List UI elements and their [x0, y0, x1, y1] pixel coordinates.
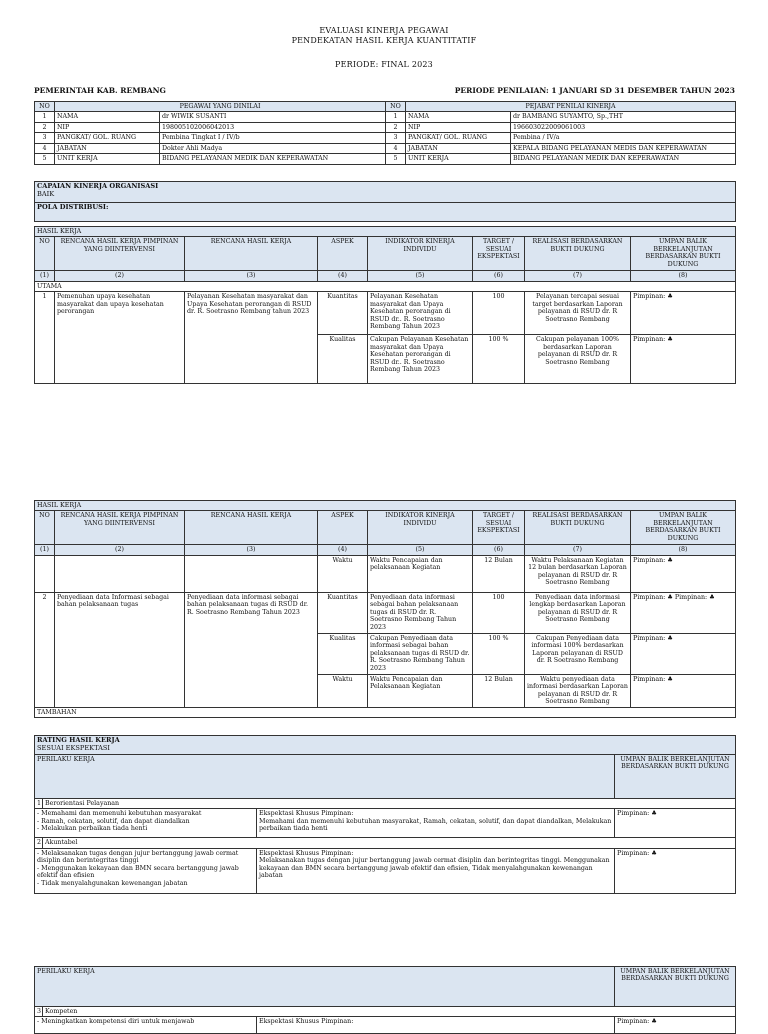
pola-distribusi: POLA DISTRIBUSI:	[35, 203, 736, 222]
rating-title: RATING HASIL KERJA	[37, 736, 120, 744]
col-number: (7)	[525, 271, 631, 281]
col-header: UMPAN BALIK BERKELANJUTAN BERDASARKAN BUKTI DUKUNG	[631, 237, 736, 271]
row-no: 5	[35, 154, 55, 164]
identity-row	[35, 143, 736, 153]
rating-cell	[35, 736, 736, 755]
col-header: RENCANA HASIL KERJA PIMPINAN YANG DIINTERVENSI	[55, 511, 185, 545]
identity-row	[35, 112, 736, 122]
row-no: 2	[35, 122, 55, 132]
col-header: RENCANA HASIL KERJA PIMPINAN YANG DIINTERVENSI	[55, 237, 185, 271]
capaian-title: CAPAIAN KINERJA ORGANISASI	[37, 182, 159, 190]
rating-value: SESUAI EKSPEKTASI	[37, 743, 111, 752]
periode-penilaian-label: PERIODE PENILAIAN: 1 JANUARI SD 31 DESEMBER TAHUN 2023	[454, 86, 735, 95]
capaian-cell	[35, 182, 736, 203]
col-header: NO	[35, 237, 55, 271]
perilaku-no: 3	[35, 1007, 43, 1017]
umpan-balik: Pimpinan: ♣	[631, 674, 736, 707]
col-number: (6)	[473, 545, 525, 555]
ekspektasi-cell	[257, 809, 615, 838]
table-row	[35, 292, 736, 335]
indikator: Cakupan Pelayanan Kesehatan masyarakat dan Upaya Kesehatan perorangan di RSUD dr.. R. Soetrasno Rembang Tahun 2023	[368, 335, 473, 384]
perilaku-name: Akuntabel	[43, 838, 736, 848]
target: 100	[473, 292, 525, 335]
umpan-balik: Pimpinan: ♣	[615, 1017, 736, 1034]
pejabat-jabatan: KEPALA BIDANG PELAYANAN MEDIS DAN KEPERAWATAN	[511, 143, 736, 153]
col-header: UMPAN BALIK BERKELANJUTAN BERDASARKAN BUKTI DUKUNG	[631, 511, 736, 545]
perilaku-point: - Tidak menyalahgunakan kewenangan jabatan	[37, 879, 188, 887]
instansi-label: PEMERINTAH KAB. REMBANG	[34, 86, 166, 95]
pegawai-nama: dr WIWIK SUSANTI	[160, 112, 386, 122]
col-number: (7)	[525, 545, 631, 555]
col-header: TARGET / SESUAI EKSPEKTASI	[473, 237, 525, 271]
indikator: Penyediaan data informasi sebagai bahan pelaksanaan tugas di RSUD dr. R. Soetrasno Rembang Tahun 2023	[368, 592, 473, 633]
col-header: RENCANA HASIL KERJA	[185, 511, 318, 545]
indikator: Pelayanan Kesehatan masyarakat dan Upaya Kesehatan perorangan di RSUD dr.. R. Soetrasno Rembang Tahun 2023	[368, 292, 473, 335]
capaian-table	[34, 181, 736, 222]
perilaku-row	[35, 848, 736, 893]
perilaku-row	[35, 809, 736, 838]
target: 100 %	[473, 633, 525, 674]
umpan-balik: Pimpinan: ♣	[615, 848, 736, 893]
realisasi: Waktu penyediaan data informasi berdasarkan Laporan pelayanan di RSUD dr. R Soetrasno Rembang	[525, 674, 631, 707]
ident-no-header: NO	[35, 102, 55, 112]
col-number: (8)	[631, 271, 736, 281]
perilaku-header: PERILAKU KERJA	[35, 967, 615, 1007]
field-label: PANGKAT/ GOL. RUANG	[406, 133, 511, 143]
perilaku-point: - Melaksanakan tugas dengan jujur bertanggung jawab cermat disiplin dan berintegritas tinggi	[37, 849, 239, 865]
row-no: 1	[35, 112, 55, 122]
col-header: ASPEK	[318, 511, 368, 545]
section-utama: UTAMA	[35, 281, 736, 291]
pegawai-dinilai-header: PEGAWAI YANG DINILAI	[55, 102, 386, 112]
pegawai-nip: 198005102006042013	[160, 122, 386, 132]
pegawai-unit: BIDANG PELAYANAN MEDIK DAN KEPERAWATAN	[160, 154, 386, 164]
umpan-balik: Pimpinan: ♣	[631, 555, 736, 592]
perilaku-no: 2	[35, 838, 43, 848]
umpan-balik: Pimpinan: ♣	[615, 809, 736, 838]
section-hasil-kerja: HASIL KERJA	[35, 501, 736, 511]
aspek: Kuantitas	[318, 292, 368, 335]
rencana-hasil: Pelayanan Kesehatan masyarakat dan Upaya Kesehatan perorangan di RSUD dr. R. Soetrasno Rembang tahun 2023	[185, 292, 318, 384]
col-header: INDIKATOR KINERJA INDIVIDU	[368, 237, 473, 271]
section-hasil-kerja: HASIL KERJA	[35, 227, 736, 237]
col-header: REALISASI BERDASARKAN BUKTI DUKUNG	[525, 511, 631, 545]
row-no: 5	[386, 154, 406, 164]
realisasi: Cakupan pelayanan 100% berdasarkan Laporan pelayanan di RSUD dr. R Soetrasno Rembang	[525, 335, 631, 384]
perilaku-name: Kompeten	[43, 1007, 736, 1017]
col-number: (5)	[368, 545, 473, 555]
row-no: 2	[386, 122, 406, 132]
row-no: 4	[386, 143, 406, 153]
umpan-header: UMPAN BALIK BERKELANJUTAN BERDASARKAN BUKTI DUKUNG	[615, 755, 736, 799]
aspek: Waktu	[318, 674, 368, 707]
perilaku-point: - Memahami dan memenuhi kebutuhan masyarakat	[37, 810, 202, 818]
doc-title: EVALUASI KINERJA PEGAWAI	[319, 26, 449, 35]
rencana-hasil: Penyediaan data informasi sebagai bahan pelaksanaan tugas di RSUD dr. R. Soetrasno Rembang Tahun 2023	[185, 592, 318, 707]
identity-table	[34, 101, 736, 165]
field-label: NIP	[55, 122, 160, 132]
field-label: UNIT KERJA	[55, 154, 160, 164]
doc-subtitle: PENDEKATAN HASIL KERJA KUANTITATIF	[291, 36, 477, 45]
row-no: 1	[386, 112, 406, 122]
aspek: Kualitas	[318, 633, 368, 674]
umpan-balik: Pimpinan: ♣	[631, 335, 736, 384]
col-number: (1)	[35, 545, 55, 555]
perilaku-row	[35, 1017, 736, 1034]
row-no: 3	[386, 133, 406, 143]
row-no: 1	[35, 292, 55, 384]
umpan-balik: Pimpinan: ♣	[631, 292, 736, 335]
realisasi: Pelayanan tercapai sesuai target berdasarkan Laporan pelayanan di RSUD dr. R Soetrasno Rembang	[525, 292, 631, 335]
doc-periode: PERIODE: FINAL 2023	[335, 60, 433, 69]
capaian-value: BAIK	[37, 189, 55, 198]
row-no: 4	[35, 143, 55, 153]
col-number: (1)	[35, 271, 55, 281]
identity-row	[35, 154, 736, 164]
perilaku-points	[35, 809, 257, 838]
col-header: ASPEK	[318, 237, 368, 271]
pejabat-unit: BIDANG PELAYANAN MEDIK DAN KEPERAWATAN	[511, 154, 736, 164]
col-header: REALISASI BERDASARKAN BUKTI DUKUNG	[525, 237, 631, 271]
pegawai-jabatan: Dokter Ahli Madya	[160, 143, 386, 153]
umpan-balik: Pimpinan: ♣	[631, 633, 736, 674]
ekspektasi-label: Ekspektasi Khusus Pimpinan:	[259, 849, 354, 857]
field-label: JABATAN	[406, 143, 511, 153]
indikator: Cakupan Penyediaan data informasi sebagai bahan pelaksanaan tugas di RSUD dr. R. Soetrasno Rembang Tahun 2023	[368, 633, 473, 674]
field-label: PANGKAT/ GOL. RUANG	[55, 133, 160, 143]
aspek: Kualitas	[318, 335, 368, 384]
ekspektasi-cell	[257, 848, 615, 893]
hasil-kerja-table-2	[34, 500, 736, 718]
rencana-pimpinan: Pemenuhan upaya kesehatan masyarakat dan upaya kesehatan perorangan	[55, 292, 185, 384]
umpan-balik: Pimpinan: ♣ Pimpinan: ♣	[631, 592, 736, 633]
realisasi: Cakupan Penyediaan data informasi 100% berdasarkan Laporan pelayanan di RSUD dr. R Soetrasno Rembang	[525, 633, 631, 674]
target: 100 %	[473, 335, 525, 384]
identity-row	[35, 122, 736, 132]
col-number: (6)	[473, 271, 525, 281]
col-number: (3)	[185, 271, 318, 281]
umpan-header: UMPAN BALIK BERKELANJUTAN BERDASARKAN BUKTI DUKUNG	[615, 967, 736, 1007]
ekspektasi-text: Memahami dan memenuhi kebutuhan masyarakat, Ramah, cekatan, solutif, dan dapat diandalkan, Melakukan perbaikan tiada henti	[259, 817, 612, 833]
target: 100	[473, 592, 525, 633]
perilaku-points	[35, 848, 257, 893]
field-label: NIP	[406, 122, 511, 132]
field-label: UNIT KERJA	[406, 154, 511, 164]
row-no: 3	[35, 133, 55, 143]
perilaku-header: PERILAKU KERJA	[35, 755, 615, 799]
perilaku-point: - Menggunakan kekayaan dan BMN secara bertanggung jawab efektif dan efisien	[37, 864, 239, 880]
pejabat-nip: 196603022009061003	[511, 122, 736, 132]
col-number: (2)	[55, 271, 185, 281]
target: 12 Bulan	[473, 555, 525, 592]
table-row	[35, 592, 736, 633]
col-number: (4)	[318, 271, 368, 281]
ekspektasi-label: Ekspektasi Khusus Pimpinan:	[259, 810, 354, 818]
perilaku-point: - Melakukan perbaikan tiada henti	[37, 825, 148, 833]
table-row	[35, 555, 736, 592]
aspek: Waktu	[318, 555, 368, 592]
identity-row	[35, 133, 736, 143]
perilaku-no: 1	[35, 799, 43, 809]
ident-no-header: NO	[386, 102, 406, 112]
pegawai-pangkat: Pembina Tingkat I / IV/b	[160, 133, 386, 143]
col-header: NO	[35, 511, 55, 545]
col-number: (2)	[55, 545, 185, 555]
col-header: INDIKATOR KINERJA INDIVIDU	[368, 511, 473, 545]
pejabat-nama: dr BAMBANG SUYAMTO, Sp.,THT	[511, 112, 736, 122]
col-number: (4)	[318, 545, 368, 555]
perilaku-point: - Meningkatkan kompetensi diri untuk menjawab	[35, 1017, 257, 1034]
col-number: (8)	[631, 545, 736, 555]
identity-header-row	[35, 102, 736, 112]
ekspektasi-label: Ekspektasi Khusus Pimpinan:	[257, 1017, 615, 1034]
col-number: (5)	[368, 271, 473, 281]
field-label: NAMA	[55, 112, 160, 122]
hasil-kerja-table-1	[34, 226, 736, 384]
indikator: Waktu Pencapaian dan pelaksanaan Kegiatan	[368, 555, 473, 592]
target: 12 Bulan	[473, 674, 525, 707]
row-no: 2	[35, 592, 55, 707]
realisasi: Penyediaan data informasi lengkap berdasarkan Laporan pelayanan di RSUD dr. R Soetrasno Rembang	[525, 592, 631, 633]
pejabat-pangkat: Pembina / IV/a	[511, 133, 736, 143]
section-tambahan: TAMBAHAN	[35, 707, 736, 717]
col-header: RENCANA HASIL KERJA	[185, 237, 318, 271]
col-number: (3)	[185, 545, 318, 555]
ekspektasi-text: Melaksanakan tugas dengan jujur bertanggung jawab cermat disiplin dan berintegritas tinggi. Menggunakan kekayaan dan BMN secara bertanggung jawab efektif dan efisien, Tidak menyalahgunakan kewenangan jabatan	[259, 857, 610, 880]
indikator: Waktu Pencapaian dan Pelaksanaan Kegiatan	[368, 674, 473, 707]
perilaku-table-1	[34, 735, 736, 894]
perilaku-point: - Ramah, cekatan, solutif, dan dapat diandalkan	[37, 817, 190, 825]
perilaku-name: Berorientasi Pelayanan	[43, 799, 736, 809]
aspek: Kuantitas	[318, 592, 368, 633]
rencana-pimpinan: Penyediaan data Informasi sebagai bahan pelaksanaan tugas	[55, 592, 185, 707]
field-label: JABATAN	[55, 143, 160, 153]
pejabat-penilai-header: PEJABAT PENILAI KINERJA	[406, 102, 736, 112]
field-label: NAMA	[406, 112, 511, 122]
col-header: TARGET / SESUAI EKSPEKTASI	[473, 511, 525, 545]
realisasi: Waktu Pelaksanaan Kegiatan 12 bulan berdasarkan Laporan pelayanan di RSUD dr. R Soetrasno Rembang	[525, 555, 631, 592]
